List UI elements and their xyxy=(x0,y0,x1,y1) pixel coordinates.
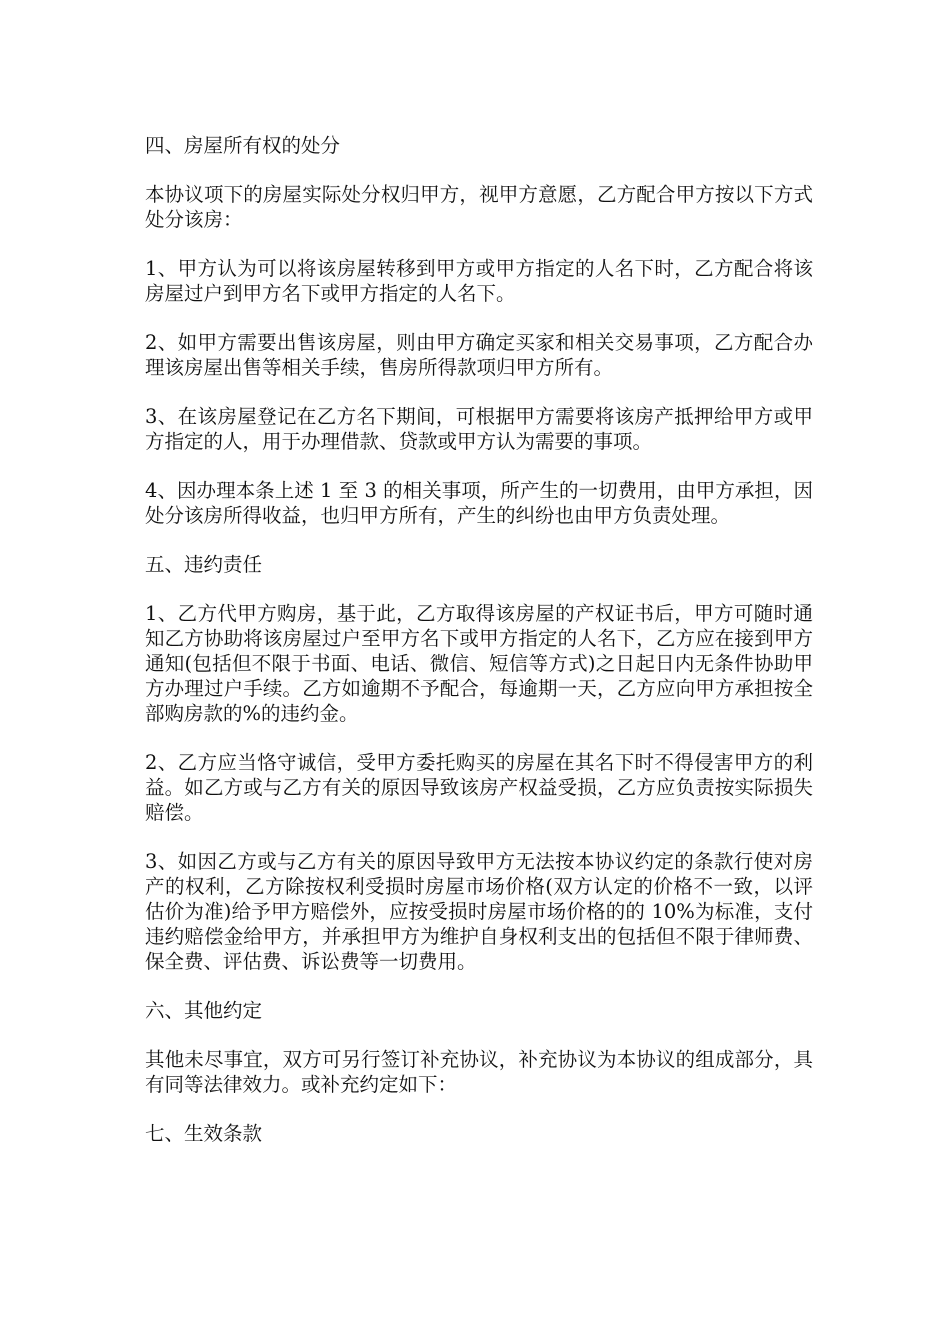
paragraph-breach-item-2: 2、乙方应当恪守诚信，受甲方委托购买的房屋在其名下时不得侵害甲方的利益。如乙方或与乙方有关的原因导致该房产权益受损，乙方应负责按实际损失赔偿。 xyxy=(145,751,813,824)
paragraph-disposal-intro: 本协议项下的房屋实际处分权归甲方，视甲方意愿，乙方配合甲方按以下方式处分该房： xyxy=(145,183,813,231)
section-heading-6: 六、其他约定 xyxy=(145,999,263,1022)
section-heading-7: 七、生效条款 xyxy=(145,1122,263,1145)
paragraph-disposal-item-3: 3、在该房屋登记在乙方名下期间，可根据甲方需要将该房产抵押给甲方或甲方指定的人，用于办理借款、贷款或甲方认为需要的事项。 xyxy=(145,405,813,453)
document-body xyxy=(145,133,813,1170)
paragraph-breach-item-1: 1、乙方代甲方购房，基于此，乙方取得该房屋的产权证书后，甲方可随时通知乙方协助将该房屋过户至甲方名下或甲方指定的人名下，乙方应在接到甲方通知(包括但不限于书面、电话、微信、短信等方式)之日起日内无条件协助甲方办理过户手续。乙方如逾期不予配合，每逾期一天，乙方应向甲方承担按全部购房款的%的违约金。 xyxy=(145,602,813,725)
section-heading-4: 四、房屋所有权的处分 xyxy=(145,134,341,157)
paragraph-disposal-item-1: 1、甲方认为可以将该房屋转移到甲方或甲方指定的人名下时，乙方配合将该房屋过户到甲方名下或甲方指定的人名下。 xyxy=(145,257,813,305)
section-heading-5: 五、违约责任 xyxy=(145,553,263,576)
paragraph-disposal-item-2: 2、如甲方需要出售该房屋，则由甲方确定买家和相关交易事项，乙方配合办理该房屋出售等相关手续，售房所得款项归甲方所有。 xyxy=(145,331,813,379)
paragraph-disposal-item-4: 4、因办理本条上述 1 至 3 的相关事项，所产生的一切费用，由甲方承担，因处分该房所得收益，也归甲方所有，产生的纠纷也由甲方负责处理。 xyxy=(145,479,813,527)
paragraph-breach-item-3: 3、如因乙方或与乙方有关的原因导致甲方无法按本协议约定的条款行使对房产的权利，乙方除按权利受损时房屋市场价格(双方认定的价格不一致，以评估价为准)给予甲方赔偿外，应按受损时房屋市场价格的的 10%为标准，支付违约赔偿金给甲方，并承担甲方为维护自身权利支出的包括但不限于律师费、保全费、评估费、诉讼费等一切费用。 xyxy=(145,850,813,973)
paragraph-other-terms: 其他未尽事宜，双方可另行签订补充协议，补充协议为本协议的组成部分，具有同等法律效力。或补充约定如下： xyxy=(145,1048,813,1096)
